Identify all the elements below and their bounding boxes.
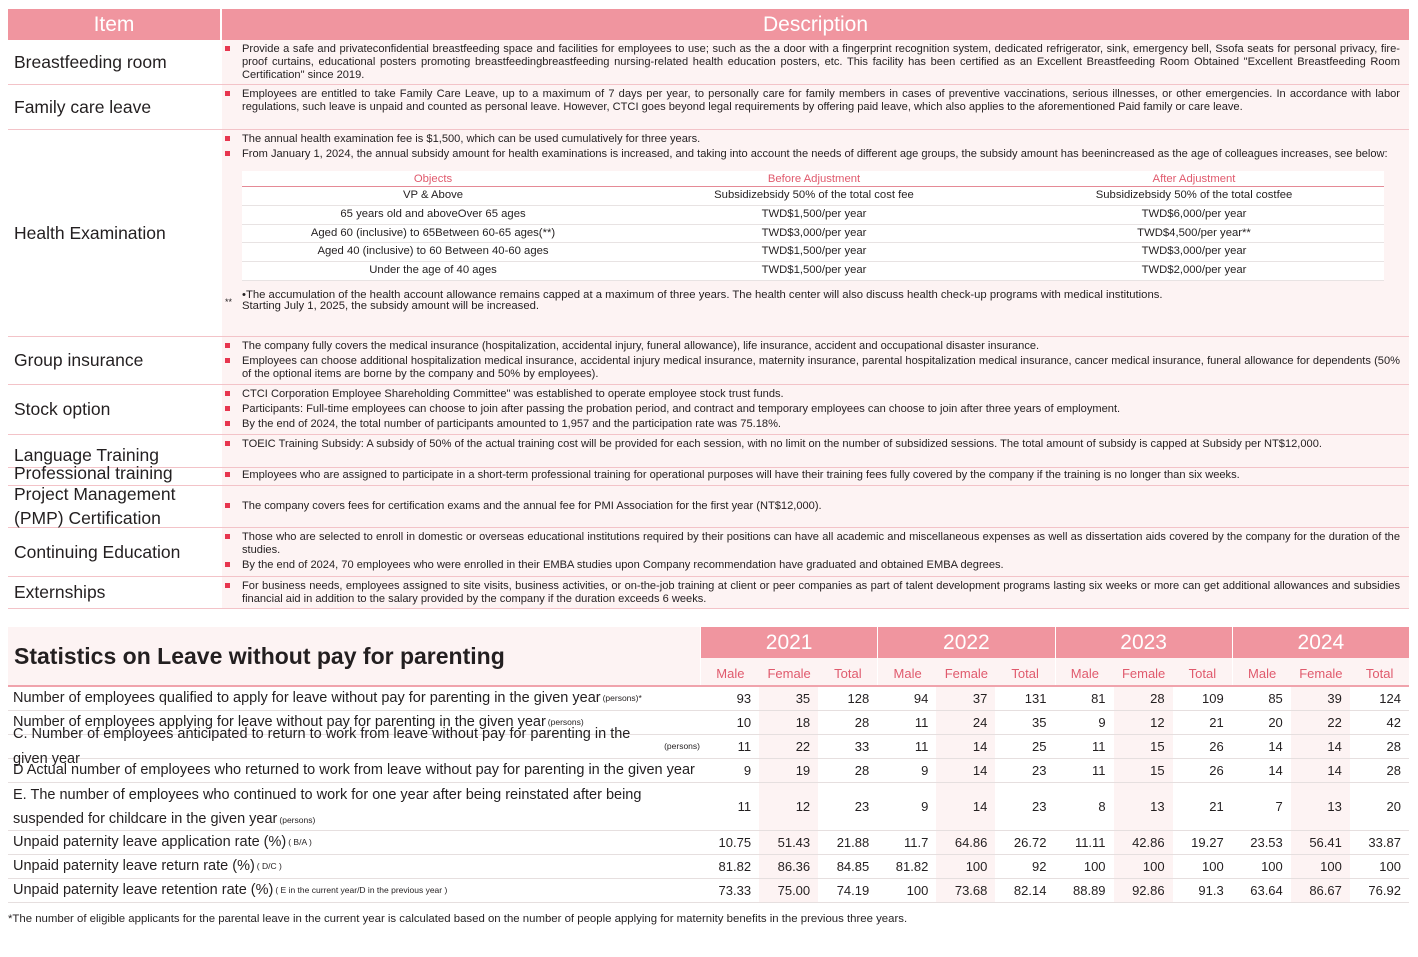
stats-value: 20 xyxy=(1386,799,1401,814)
stats-value: 25 xyxy=(1032,739,1047,754)
stats-value: 11 xyxy=(1092,739,1106,754)
stats-value: 23 xyxy=(854,799,870,814)
stats-row-unit: ( B/A ) xyxy=(288,837,312,848)
benefit-item-label: Continuing Education xyxy=(14,541,181,562)
stats-row-label xyxy=(8,855,700,878)
stats-value: 9 xyxy=(1098,715,1106,730)
stats-value: 19 xyxy=(759,759,818,782)
stats-value: 100 xyxy=(1291,855,1350,878)
stats-value: 21.88 xyxy=(836,835,870,850)
stats-row-text: Unpaid paternity leave return rate (%) xyxy=(13,858,255,875)
benefit-bullet: The company covers fees for certification exams and the annual fee for PMI Association for the first year (NT$12,000). xyxy=(242,500,1400,513)
stats-row-unit: (persons) xyxy=(279,815,316,825)
stats-row-values xyxy=(700,855,1409,878)
benefits-header-row xyxy=(8,9,1409,40)
stats-value: 81.82 xyxy=(895,859,929,874)
stats-value: 86.36 xyxy=(759,855,818,878)
benefit-row xyxy=(8,40,1409,85)
gender-label: Male xyxy=(1248,666,1277,681)
benefit-item-label: Professional training xyxy=(14,462,173,483)
benefit-description xyxy=(222,337,1409,384)
benefit-description xyxy=(222,40,1409,84)
stats-value: 51.43 xyxy=(759,831,818,854)
stats-row-label xyxy=(8,725,700,767)
benefit-item-label: Breastfeeding room xyxy=(14,51,167,72)
stats-value: 14 xyxy=(936,759,995,782)
health-subsidy-cell: TWD$3,000/per year xyxy=(1141,245,1247,258)
stats-value: 56.41 xyxy=(1291,831,1350,854)
year-columns xyxy=(700,627,1409,685)
stats-value: 18 xyxy=(759,711,818,734)
benefit-row xyxy=(8,337,1409,385)
stats-header xyxy=(8,627,1409,685)
stats-value: 28 xyxy=(1114,687,1173,710)
stats-value: 23 xyxy=(1032,799,1047,814)
stats-value: 85 xyxy=(1268,691,1283,706)
health-subsidy-cell: Aged 40 (inclusive) to 60 Between 40-60 ages xyxy=(317,245,549,258)
benefit-item-label: Language Training xyxy=(14,444,159,465)
stats-value: 26.72 xyxy=(1013,835,1047,850)
health-subsidy-row xyxy=(242,187,1384,206)
stats-value: 10 xyxy=(736,715,752,730)
benefit-item-label: Health Examination xyxy=(14,222,166,243)
gender-headers xyxy=(701,658,877,685)
stats-row-text: Unpaid paternity leave retention rate (%) xyxy=(13,882,274,899)
stats-value: 24 xyxy=(936,711,995,734)
stats-value: 28 xyxy=(854,715,870,730)
benefit-description xyxy=(222,468,1409,485)
benefit-description xyxy=(222,528,1409,576)
stats-value: 21 xyxy=(1209,715,1224,730)
health-subsidy-row xyxy=(242,243,1384,262)
stats-row-text: Number of employees applying for leave without pay for parenting in the given year xyxy=(13,714,546,731)
stats-value: 33 xyxy=(854,739,870,754)
stats-value: 14 xyxy=(1291,759,1350,782)
benefit-row xyxy=(8,577,1409,609)
stats-value: 15 xyxy=(1114,735,1173,758)
benefit-item-label: Externships xyxy=(14,582,106,603)
benefit-description xyxy=(222,435,1409,467)
stats-value: 11 xyxy=(1092,763,1106,778)
stats-value: 26 xyxy=(1209,763,1224,778)
stats-value: 14 xyxy=(936,783,995,830)
benefit-bullet: The annual health examination fee is $1,500, which can be used cumulatively for three years. xyxy=(242,133,1400,146)
gender-label: Female xyxy=(1121,666,1166,681)
stats-value: 39 xyxy=(1291,687,1350,710)
benefit-description xyxy=(222,85,1409,129)
gender-label: Male xyxy=(716,666,745,681)
stats-value: 91.3 xyxy=(1198,883,1224,898)
gender-headers xyxy=(878,658,1054,685)
stats-row-text: E. The number of employees who continued to work for one year after being reinstated after being suspended for childcare in the given year xyxy=(13,787,642,827)
stats-row xyxy=(8,725,1409,767)
stats-row-values xyxy=(700,711,1409,734)
health-subsidy-column-header: After Adjustment xyxy=(1152,172,1236,185)
health-subsidy-cell: TWD$4,500/per year** xyxy=(1137,226,1251,239)
benefit-bullet: CTCI Corporation Employee Shareholding Committee" was established to operate employee stock trust funds. xyxy=(242,388,1400,401)
year-label: 2024 xyxy=(1233,627,1409,658)
stats-row xyxy=(8,831,1409,855)
stats-row-label xyxy=(8,831,700,854)
stats-value: 26 xyxy=(1209,739,1224,754)
benefit-description xyxy=(222,577,1409,608)
stats-value: 75.00 xyxy=(759,879,818,902)
benefit-description xyxy=(222,130,1409,336)
footnote: *The number of eligible applicants for the parental leave in the current year is calculated based on the number of people applying for maternity benefits in the previous three years. xyxy=(8,913,908,925)
stats-value: 37 xyxy=(936,687,995,710)
stats-value: 13 xyxy=(1114,783,1173,830)
health-subsidy-cell: Aged 60 (inclusive) to 65Between 60-65 ages(**) xyxy=(310,226,556,239)
health-subsidy-cell: VP & Above xyxy=(402,189,464,202)
item-header: Item xyxy=(8,9,222,40)
benefit-bullet: Employees who are assigned to participate in a short-term professional training for operational purposes will have their training fees fully covered by the company if the training is no longer than six weeks. xyxy=(242,469,1400,482)
stats-value: 21 xyxy=(1209,799,1224,814)
health-subsidy-cell: TWD$2,000/per year xyxy=(1141,264,1247,277)
stats-value: 94 xyxy=(913,691,929,706)
stats-value: 100 xyxy=(1261,859,1283,874)
health-note-line: •The accumulation of the health account allowance remains capped at a maximum of three years. The health center will also discuss health check-up programs with medical institutions. xyxy=(242,288,1163,301)
stats-value: 82.14 xyxy=(1013,883,1047,898)
stats-row-values xyxy=(700,687,1409,710)
gender-label: Total xyxy=(834,666,862,681)
stats-value: 64.86 xyxy=(936,831,995,854)
stats-value: 11 xyxy=(737,799,752,814)
stats-value: 9 xyxy=(743,763,752,778)
benefit-bullet: Participants: Full-time employees can choose to join after passing the probation period, and contract and temporary employees can choose to join after three years of employment. xyxy=(242,403,1400,416)
stats-title: Statistics on Leave without pay for parenting xyxy=(8,627,700,685)
benefit-row xyxy=(8,85,1409,130)
benefit-item-label: Family care leave xyxy=(14,96,152,117)
health-note-mark: ** xyxy=(225,296,233,307)
year-label: 2021 xyxy=(701,627,877,658)
benefit-row xyxy=(8,483,1409,528)
gender-label: Female xyxy=(944,666,989,681)
stats-row-values xyxy=(700,759,1409,782)
stats-value: 8 xyxy=(1098,799,1106,814)
stats-value: 100 xyxy=(1114,855,1173,878)
stats-value: 100 xyxy=(936,855,995,878)
stats-row-label xyxy=(8,783,700,830)
stats-value: 22 xyxy=(759,735,818,758)
year-label: 2022 xyxy=(878,627,1054,658)
benefit-row xyxy=(8,130,1409,337)
stats-value: 81.82 xyxy=(718,859,752,874)
stats-value: 14 xyxy=(1268,739,1283,754)
stats-value: 100 xyxy=(906,883,929,898)
health-subsidy-cell: Under the age of 40 ages xyxy=(369,264,497,277)
benefit-row xyxy=(8,385,1409,435)
stats-value: 128 xyxy=(847,691,870,706)
stats-value: 33.87 xyxy=(1368,835,1401,850)
stats-value: 100 xyxy=(1083,859,1106,874)
benefit-bullet: Employees are entitled to take Family Care Leave, up to a maximum of 7 days per year, to personally care for family members in cases of preventive vaccinations, serious illnesses, or other emergencies. In accordance with labor regulations, such leave is unpaid and counted as personal leave. However, CTCI goes beyond legal requirements by offering paid leave, which also applies to the aforementioned Paid family or care leave. xyxy=(242,88,1400,114)
stats-row-text: C. Number of employees anticipated to return to work from leave without pay for parenting in the given year xyxy=(13,725,631,767)
stats-value: 12 xyxy=(1114,711,1173,734)
gender-label: Total xyxy=(1365,666,1394,681)
stats-value: 92 xyxy=(1032,859,1047,874)
benefit-bullet: The company fully covers the medical insurance (hospitalization, accidental injury, funeral allowance), life insurance, accident and occupational disaster insurance. xyxy=(242,340,1400,353)
stats-value: 28 xyxy=(1386,739,1401,754)
health-subsidy-cell: TWD$1,500/per year xyxy=(761,245,867,258)
health-subsidy-cell: TWD$6,000/per year xyxy=(1141,208,1247,221)
health-subsidy-cell: 65 years old and aboveOver 65 ages xyxy=(340,208,526,221)
stats-value: 109 xyxy=(1202,691,1224,706)
health-subsidy-cell: TWD$1,500/per year xyxy=(761,264,867,277)
health-subsidy-row xyxy=(242,225,1384,244)
benefit-row xyxy=(8,528,1409,577)
year-column xyxy=(878,627,1054,685)
benefits-rows xyxy=(8,40,1409,609)
benefit-bullet: By the end of 2024, 70 employees who were enrolled in their EMBA studies upon Company recommendation have graduated and obtained EMBA degrees. xyxy=(242,559,1400,572)
stats-value: 23 xyxy=(1032,763,1047,778)
stats-value: 88.89 xyxy=(1073,883,1106,898)
benefit-row xyxy=(8,435,1409,468)
stats-row-values xyxy=(700,783,1409,830)
stats-value: 42 xyxy=(1386,715,1401,730)
stats-value: 7 xyxy=(1275,799,1283,814)
stats-row-unit: (persons) xyxy=(547,717,584,728)
stats-value: 92.86 xyxy=(1114,879,1173,902)
stats-value: 14 xyxy=(936,735,995,758)
benefit-bullet: By the end of 2024, the total number of participants amounted to 1,957 and the participation rate was 75.18%. xyxy=(242,418,1400,431)
stats-row xyxy=(8,879,1409,903)
stats-value: 13 xyxy=(1291,783,1350,830)
gender-headers xyxy=(1056,658,1232,685)
stats-row-label xyxy=(8,687,700,710)
benefit-description xyxy=(222,385,1409,434)
health-subsidy-cell: Subsidizebsidy 50% of the total cost fee xyxy=(714,189,914,202)
benefit-description xyxy=(222,486,1409,527)
stats-value: 100 xyxy=(1202,859,1224,874)
stats-row-text: Unpaid paternity leave application rate (%) xyxy=(13,834,287,851)
health-subsidy-cell: Subsidizebsidy 50% of the total costfee xyxy=(1095,189,1293,202)
gender-label: Male xyxy=(893,666,922,681)
parental-leave-statistics xyxy=(8,627,1409,903)
health-subsidy-cell: TWD$1,500/per year xyxy=(761,208,867,221)
benefit-bullet: For business needs, employees assigned to site visits, business activities, or on-the-job training at client or peer companies as part of talent development programs lasting six weeks or more can get additional allowances and subsidies financial aid in addition to the salary provided by the company if the duration exceeds 6 weeks. xyxy=(242,580,1400,606)
stats-row-values xyxy=(700,831,1409,854)
stats-value: 35 xyxy=(1032,715,1047,730)
stats-value: 11 xyxy=(914,715,929,730)
health-note xyxy=(225,288,1400,314)
stats-value: 86.67 xyxy=(1291,879,1350,902)
year-column xyxy=(701,627,877,685)
stats-row-label xyxy=(8,759,700,782)
stats-value: 19.27 xyxy=(1191,835,1224,850)
stats-value: 76.92 xyxy=(1368,883,1401,898)
stats-value: 9 xyxy=(921,763,929,778)
year-column xyxy=(1056,627,1232,685)
gender-label: Male xyxy=(1070,666,1099,681)
health-subsidy-row xyxy=(242,206,1384,225)
stats-value: 14 xyxy=(1268,763,1283,778)
stats-value: 20 xyxy=(1268,715,1283,730)
stats-value: 10.75 xyxy=(718,835,752,850)
benefit-item-label: Group insurance xyxy=(14,350,144,371)
stats-value: 73.68 xyxy=(936,879,995,902)
stats-value: 93 xyxy=(736,691,752,706)
benefit-bullet: From January 1, 2024, the annual subsidy amount for health examinations is increased, and taking into account the needs of different age groups, the subsidy amount has beenincreased as the age of colleagues increases, see below: xyxy=(242,148,1400,161)
stats-value: 15 xyxy=(1114,759,1173,782)
stats-value: 12 xyxy=(759,783,818,830)
health-note-line: Starting July 1, 2025, the subsidy amount will be increased. xyxy=(242,300,540,313)
gender-label: Total xyxy=(1188,666,1217,681)
stats-value: 35 xyxy=(759,687,818,710)
stats-row-unit: ( E in the current year/D in the previous year ) xyxy=(275,885,448,896)
stats-value: 100 xyxy=(1379,859,1401,874)
benefit-bullet: Those who are selected to enroll in domestic or overseas educational institutions required by their positions can have all academic and miscellaneous expenses as well as dissertation aids covered by the company for the duration of the studies. xyxy=(242,531,1400,557)
stats-value: 22 xyxy=(1291,711,1350,734)
stats-row-label xyxy=(8,879,700,902)
stats-row-unit: (persons)* xyxy=(602,693,642,704)
stats-value: 63.64 xyxy=(1250,883,1283,898)
health-subsidy-table xyxy=(242,171,1384,280)
stats-value: 11.11 xyxy=(1074,835,1106,850)
health-subsidy-header xyxy=(242,171,1384,187)
description-header: Description xyxy=(762,12,869,36)
stats-value: 131 xyxy=(1024,691,1047,706)
stats-row-text: D Actual number of employees who returned to work from leave without pay for parenting in the given year xyxy=(13,762,695,779)
stats-row-values xyxy=(700,879,1409,902)
stats-row-text: Number of employees qualified to apply for leave without pay for parenting in the given year xyxy=(13,690,601,707)
stats-value: 11.7 xyxy=(903,835,929,850)
stats-value: 73.33 xyxy=(718,883,752,898)
gender-label: Female xyxy=(767,666,811,681)
gender-label: Female xyxy=(1299,666,1343,681)
health-subsidy-row xyxy=(242,262,1384,281)
stats-row xyxy=(8,855,1409,879)
stats-row xyxy=(8,783,1409,831)
gender-headers xyxy=(1233,658,1409,685)
stats-value: 74.19 xyxy=(836,883,870,898)
stats-rows xyxy=(8,687,1409,903)
stats-value: 11 xyxy=(914,739,929,754)
year-column xyxy=(1233,627,1409,685)
gender-label: Total xyxy=(1011,666,1039,681)
stats-value: 81 xyxy=(1091,691,1106,706)
stats-value: 28 xyxy=(1386,763,1401,778)
health-subsidy-cell: TWD$3,000/per year xyxy=(761,226,867,239)
stats-value: 9 xyxy=(921,799,929,814)
benefit-bullet: Employees can choose additional hospitalization medical insurance, accidental injury medical insurance, maternity insurance, parental hospitalization medical insurance, cancer medical insurance, funeral allowance for dependents (50% of the optional items are borne by the company and 50% by employees). xyxy=(242,355,1400,381)
benefit-item-label: Project Management (PMP) Certification xyxy=(14,483,176,528)
year-label: 2023 xyxy=(1056,627,1232,658)
stats-row-unit: (persons) xyxy=(664,741,700,752)
benefit-bullet: TOEIC Training Subsidy: A subsidy of 50% of the actual training cost will be provided for each session, with no limit on the number of subsidized sessions. The total amount of subsidy is capped at Subsidy per NT$12,000. xyxy=(242,438,1400,451)
stats-row xyxy=(8,687,1409,711)
health-subsidy-column-header: Objects xyxy=(413,172,453,185)
stats-value: 14 xyxy=(1291,735,1350,758)
benefit-item-label: Stock option xyxy=(14,399,111,420)
stats-row-values xyxy=(700,735,1409,758)
stats-value: 11 xyxy=(737,739,752,754)
stats-row xyxy=(8,759,1409,783)
stats-row-unit: ( D/C ) xyxy=(256,861,282,872)
benefits-table xyxy=(8,9,1409,609)
stats-value: 23.53 xyxy=(1250,835,1283,850)
stats-value: 124 xyxy=(1379,691,1401,706)
stats-value: 84.85 xyxy=(836,859,870,874)
stats-value: 28 xyxy=(854,763,870,778)
health-subsidy-column-header: Before Adjustment xyxy=(767,172,861,185)
benefit-bullet: Provide a safe and privateconfidential breastfeeding space and facilities for employees to use; such as the a door with a fingerprint recognition system, dedicated refrigerator, sink, emergency bell, Ssofa seats for personal privacy, fire-proof curtains, educational posters promoting breastfeedingbreastfeeding nursing-related health education posters, etc. This facility has been certified as an Excellent Breastfeeding Room Obtained "Excellent Breastfeeding Room Certification" since 2019. xyxy=(242,43,1400,82)
stats-value: 42.86 xyxy=(1114,831,1173,854)
